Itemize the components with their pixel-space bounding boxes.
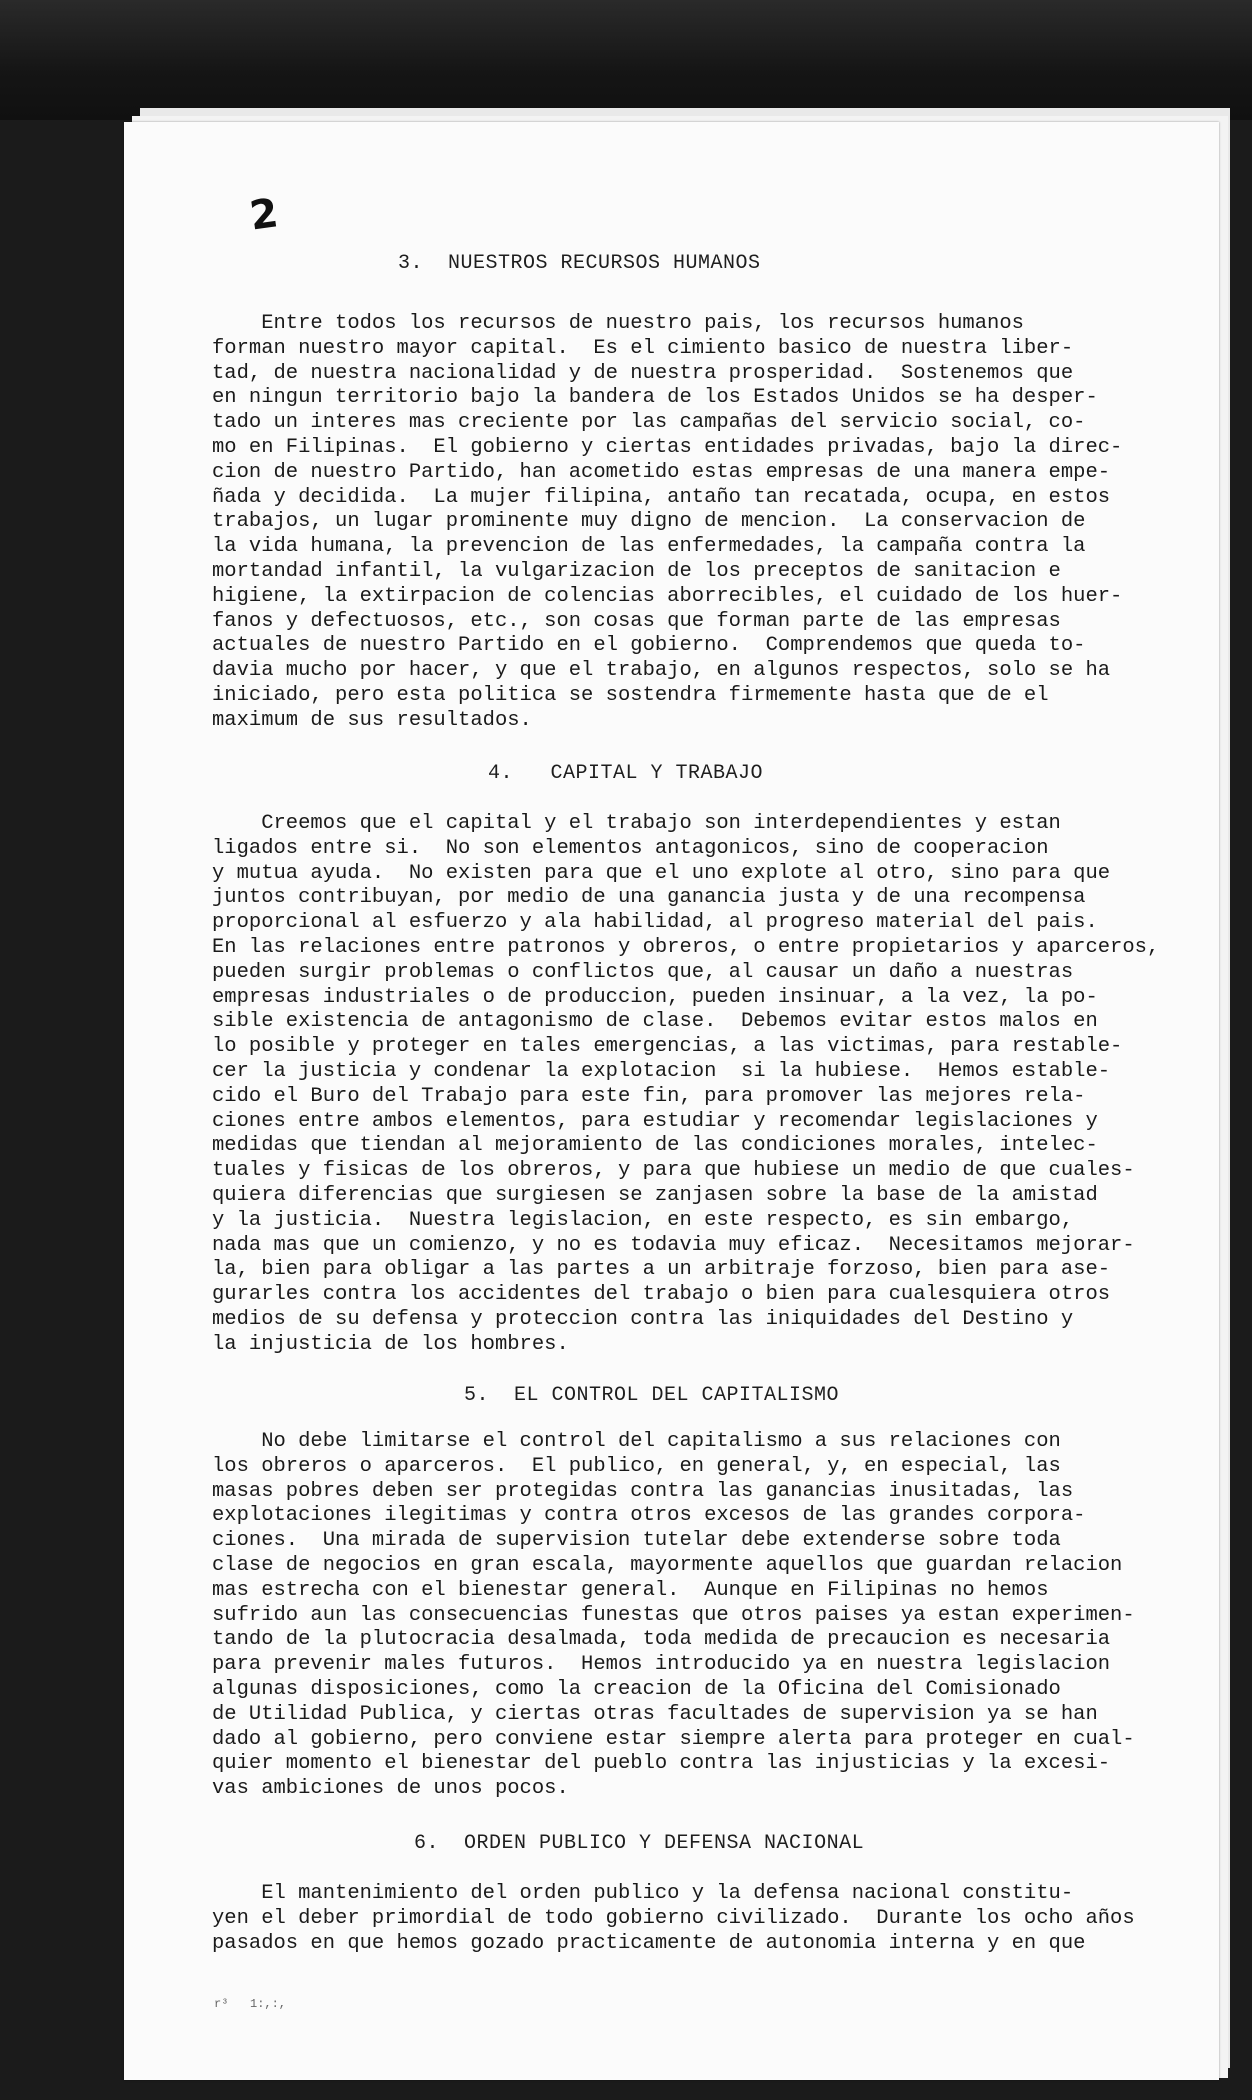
text-line: En las relaciones entre patronos y obreros, o entre propietarios y aparceros, [212, 935, 1160, 959]
section-body-5 [212, 1430, 1212, 1802]
section-heading-3: 3. NUESTROS RECURSOS HUMANOS [398, 252, 761, 275]
text-line: y la justicia. Nuestra legislacion, en este respecto, es sin embargo, [212, 1208, 1074, 1232]
text-line: de Utilidad Publica, y ciertas otras facultades de supervision ya se han [212, 1702, 1098, 1726]
text-line: medidas que tiendan al mejoramiento de las condiciones morales, intelec- [212, 1134, 1098, 1158]
text-line: ñada y decidida. La mujer filipina, antaño tan recatada, ocupa, en estos [212, 485, 1111, 509]
text-line: mo en Filipinas. El gobierno y ciertas entidades privadas, bajo la direc- [212, 435, 1123, 459]
document-page [124, 122, 1219, 2080]
text-line: algunas disposiciones, como la creacion de la Oficina del Comisionado [212, 1677, 1061, 1701]
text-line: tado un interes mas creciente por las campañas del servicio social, co- [212, 411, 1086, 435]
text-line: cion de nuestro Partido, han acometido estas empresas de una manera empe- [212, 460, 1111, 484]
section-heading-5: 5. EL CONTROL DEL CAPITALISMO [464, 1384, 840, 1407]
text-line: en ningun territorio bajo la bandera de los Estados Unidos se ha desper- [212, 386, 1098, 410]
text-line: trabajos, un lugar prominente muy digno de mencion. La conservacion de [212, 510, 1086, 534]
text-line: Creemos que el capital y el trabajo son interdependientes y estan [212, 812, 1061, 835]
text-line: quiera diferencias que surgiesen se zanjasen sobre la base de la amistad [212, 1183, 1098, 1207]
text-line: sible existencia de antagonismo de clase. Debemos evitar estos malos en [212, 1010, 1098, 1034]
text-line: medios de su defensa y proteccion contra las iniquidades del Destino y [212, 1307, 1074, 1331]
section-body-6 [212, 1882, 1212, 1956]
text-line: lo posible y proteger en tales emergencias, a las victimas, para restable- [212, 1035, 1123, 1059]
text-line: dado al gobierno, pero conviene estar siempre alerta para proteger en cual- [212, 1727, 1135, 1751]
text-line: mas estrecha con el bienestar general. Aunque en Filipinas no hemos [212, 1578, 1049, 1602]
text-line: fanos y defectuosos, etc., son cosas que forman parte de las empresas [212, 609, 1061, 633]
text-line: Entre todos los recursos de nuestro pais, los recursos humanos [212, 312, 1024, 335]
text-line: El mantenimiento del orden publico y la defensa nacional constitu- [212, 1882, 1074, 1905]
text-line: clase de negocios en gran escala, mayormente aquellos que guardan relacion [212, 1553, 1123, 1577]
text-line: cido el Buro del Trabajo para este fin, para promover las mejores rela- [212, 1084, 1086, 1108]
text-line: quier momento el bienestar del pueblo contra las injusticias y la excesi- [212, 1752, 1111, 1776]
text-line: mortandad infantil, la vulgarizacion de los preceptos de sanitacion e [212, 559, 1061, 583]
text-line: higiene, la extirpacion de colencias aborrecibles, el cuidado de los huer- [212, 584, 1123, 608]
section-body-3 [212, 312, 1212, 734]
text-line: pueden surgir problemas o conflictos que, al causar un daño a nuestras [212, 960, 1074, 984]
text-line: pasados en que hemos gozado practicamente de autonomia interna y en que [212, 1931, 1086, 1955]
section-heading-6: 6. ORDEN PUBLICO Y DEFENSA NACIONAL [414, 1832, 865, 1855]
text-line: masas pobres deben ser protegidas contra las ganancias inusitadas, las [212, 1479, 1074, 1503]
text-line: la vida humana, la prevencion de las enfermedades, la campaña contra la [212, 535, 1086, 559]
text-line: proporcional al esfuerzo y ala habilidad, al progreso material del pais. [212, 911, 1098, 935]
text-line: maximum de sus resultados. [212, 708, 532, 732]
section-heading-4: 4. CAPITAL Y TRABAJO [488, 762, 764, 785]
text-line: para prevenir males futuros. Hemos introducido ya en nuestra legislacion [212, 1653, 1111, 1677]
text-line: No debe limitarse el control del capitalismo a sus relaciones con [212, 1430, 1061, 1453]
scan-background [0, 0, 1252, 120]
text-line: iniciado, pero esta politica se sostendra firmemente hasta que de el [212, 683, 1049, 707]
text-line: forman nuestro mayor capital. Es el cimiento basico de nuestra liber- [212, 336, 1074, 360]
text-line: tad, de nuestra nacionalidad y de nuestra prosperidad. Sostenemos que [212, 361, 1074, 385]
text-line: cer la justicia y condenar la explotacion si la hubiese. Hemos estable- [212, 1059, 1111, 1083]
text-line: empresas industriales o de produccion, pueden insinuar, a la vez, la po- [212, 985, 1098, 1009]
text-line: y mutua ayuda. No existen para que el uno explote al otro, sino para que [212, 861, 1111, 885]
text-line: la, bien para obligar a las partes a un arbitraje forzoso, bien para ase- [212, 1258, 1111, 1282]
text-line: tando de la plutocracia desalmada, toda medida de precaucion es necesaria [212, 1628, 1111, 1652]
text-line: juntos contribuyan, por medio de una ganancia justa y de una recompensa [212, 886, 1086, 910]
text-line: los obreros o aparceros. El publico, en general, y, en especial, las [212, 1454, 1061, 1478]
text-line: gurarles contra los accidentes del trabajo o bien para cualesquiera otros [212, 1283, 1111, 1307]
text-line: la injusticia de los hombres. [212, 1332, 569, 1356]
text-line: davia mucho por hacer, y que el trabajo, en algunos respectos, solo se ha [212, 659, 1111, 683]
text-line: explotaciones ilegitimas y contra otros excesos de las grandes corpora- [212, 1504, 1086, 1528]
footer-marks: r³ 1:,:, [214, 1997, 287, 2011]
text-line: sufrido aun las consecuencias funestas que otros paises ya estan experimen- [212, 1603, 1135, 1627]
section-body-4 [212, 812, 1212, 1358]
text-line: ciones. Una mirada de supervision tutelar debe extenderse sobre toda [212, 1529, 1061, 1553]
page-number: 2 [246, 190, 281, 240]
text-line: ciones entre ambos elementos, para estudiar y recomendar legislaciones y [212, 1109, 1098, 1133]
text-line: yen el deber primordial de todo gobierno civilizado. Durante los ocho años [212, 1906, 1135, 1930]
text-line: actuales de nuestro Partido en el gobierno. Comprendemos que queda to- [212, 634, 1086, 658]
text-line: ligados entre si. No son elementos antagonicos, sino de cooperacion [212, 836, 1049, 860]
text-line: tuales y fisicas de los obreros, y para que hubiese un medio de que cuales- [212, 1159, 1135, 1183]
text-line: nada mas que un comienzo, y no es todavia muy eficaz. Necesitamos mejorar- [212, 1233, 1135, 1257]
text-line: vas ambiciones de unos pocos. [212, 1777, 569, 1801]
